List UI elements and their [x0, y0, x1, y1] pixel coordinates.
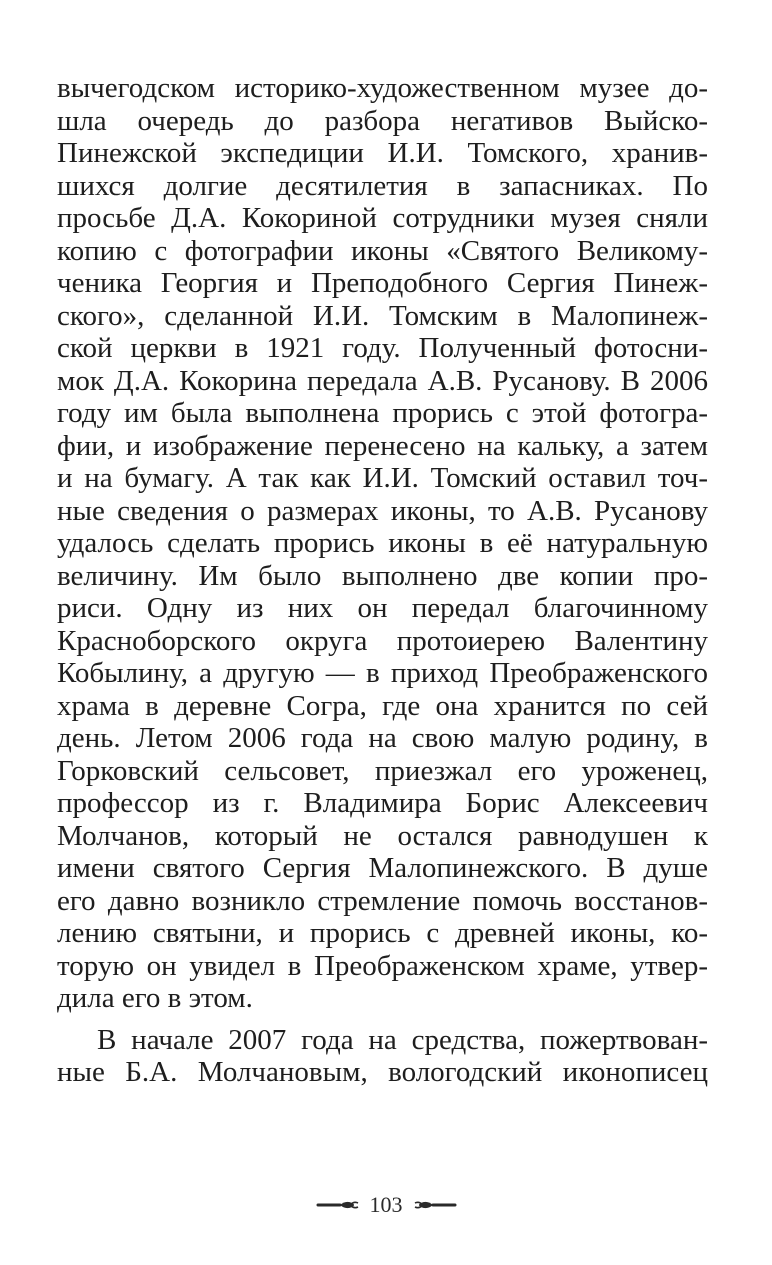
paragraph-gap — [57, 1015, 708, 1024]
text-line: и на бумагу. А так как И.И. Томский оставил точ- — [57, 462, 708, 494]
right-ornament-icon — [413, 1198, 457, 1212]
page-number: 103 — [369, 1192, 403, 1217]
text-line: Горковский сельсовет, приезжал его уроженец, — [57, 754, 708, 787]
text-line: В начале 2007 года на средства, пожертвован- — [97, 1023, 708, 1056]
left-ornament-icon — [316, 1198, 360, 1212]
text-line: году им была выполнена прорись с этой фотогра- — [57, 397, 708, 429]
text-line: копию с фотографии иконы «Святого Великому- — [57, 234, 708, 267]
paragraph-2 — [57, 1024, 708, 1089]
text-line: его давно возникло стремление помочь восстанов- — [57, 884, 708, 917]
text-line: профессор из г. Владимира Борис Алексеевич — [57, 787, 708, 819]
text-line: шихся долгие десятилетия в запасниках. По — [57, 169, 708, 202]
page-body — [57, 72, 708, 1089]
text-line: Пинежской экспедиции И.И. Томского, хранив- — [57, 137, 708, 169]
text-line: лению святыни, и прорись с древней иконы, ко- — [57, 917, 708, 949]
text-line: ные сведения о размерах иконы, то А.В. Русанову — [57, 494, 708, 527]
text-line: ского», сделанной И.И. Томским в Малопинеж- — [57, 299, 708, 332]
text-line: торую он увидел в Преображенском храме, утвер- — [57, 949, 708, 982]
text-line: риси. Одну из них он передал благочинному — [57, 592, 708, 624]
text-line: ской церкви в 1921 году. Полученный фотосни- — [57, 332, 708, 364]
text-line: мок Д.А. Кокорина передала А.В. Русанову. В 2006 — [57, 364, 708, 397]
text-line: вычегодском историко-художественном музее до- — [57, 72, 708, 104]
page-number-footer — [0, 1192, 772, 1218]
text-line: фии, и изображение перенесено на кальку, а затем — [57, 429, 708, 462]
text-line: храма в деревне Согра, где она хранится по сей — [57, 689, 708, 722]
text-line: дила его в этом. — [57, 982, 253, 1014]
text-line: шла очередь до разбора негативов Выйско- — [57, 104, 708, 137]
text-line: Молчанов, который не остался равнодушен к — [57, 819, 708, 852]
text-line: ченика Георгия и Преподобного Сергия Пинеж- — [57, 267, 708, 299]
text-line: величину. Им было выполнено две копии про- — [57, 559, 708, 592]
paragraph-1 — [57, 72, 708, 1015]
text-line: Красноборского округа протоиерею Валентину — [57, 624, 708, 657]
text-line: день. Летом 2006 года на свою малую родину, в — [57, 722, 708, 754]
text-line: Кобылину, а другую — в приход Преображенского — [57, 657, 708, 689]
text-line: имени святого Сергия Малопинежского. В душе — [57, 852, 708, 884]
text-line: ные Б.А. Молчановым, вологодский иконописец — [57, 1056, 708, 1088]
text-line: просьбе Д.А. Кокориной сотрудники музея сняли — [57, 202, 708, 234]
text-line: удалось сделать прорись иконы в её натуральную — [57, 527, 708, 559]
